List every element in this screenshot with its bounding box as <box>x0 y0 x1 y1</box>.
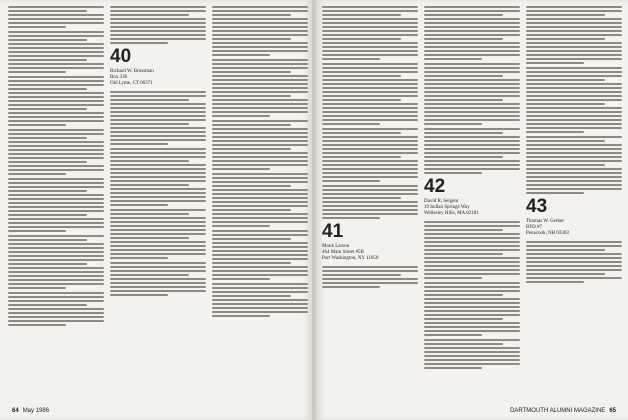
body-paragraph <box>424 6 520 60</box>
body-paragraph <box>526 136 622 194</box>
right-column-1 <box>322 6 418 291</box>
left-column-1 <box>8 6 104 329</box>
secretary-block <box>110 69 206 87</box>
body-paragraph <box>110 209 206 259</box>
body-paragraph <box>212 230 308 280</box>
secretary-city: Wellesley Hills, MA 02181 <box>424 211 479 216</box>
right-page-footer <box>510 408 620 415</box>
page-number: 65 <box>609 408 616 414</box>
secretary-name: Monk Larson <box>322 244 350 249</box>
secretary-city: Port Washington, NY 11050 <box>322 256 379 261</box>
body-paragraph <box>526 241 622 283</box>
class-number: 41 <box>322 221 344 242</box>
secretary-address: RFD #7 <box>526 225 542 230</box>
body-paragraph <box>526 6 622 64</box>
page-number: 64 <box>12 408 19 414</box>
body-paragraph <box>424 221 520 279</box>
secretary-address: Box 336 <box>110 75 128 80</box>
body-paragraph <box>110 91 206 145</box>
body-paragraph <box>110 262 206 296</box>
body-paragraph <box>424 282 520 336</box>
body-paragraph <box>8 178 104 232</box>
class-number: 42 <box>424 176 446 197</box>
body-paragraph <box>212 6 308 56</box>
body-paragraph <box>212 173 308 227</box>
body-paragraph <box>8 6 104 28</box>
body-paragraph <box>212 120 308 170</box>
body-paragraph <box>322 128 418 182</box>
body-paragraph <box>322 185 418 219</box>
body-paragraph <box>110 6 206 44</box>
body-paragraph <box>8 292 104 326</box>
left-page-footer <box>8 408 49 415</box>
body-paragraph <box>322 6 418 60</box>
magazine-title: DARTMOUTH ALUMNI MAGAZINE <box>510 408 606 414</box>
body-paragraph <box>322 266 418 288</box>
secretary-city: Penacook, NH 03303 <box>526 231 569 236</box>
secretary-block <box>424 199 520 217</box>
class-number: 43 <box>526 196 548 217</box>
secretary-city: Old Lyme, CT 06371 <box>110 81 153 86</box>
body-paragraph <box>8 31 104 73</box>
left-column-3 <box>212 6 308 320</box>
body-paragraph <box>110 148 206 206</box>
body-paragraph <box>8 235 104 289</box>
right-column-3 <box>526 6 622 286</box>
body-paragraph <box>212 59 308 117</box>
secretary-address: 464 Main Street #5B <box>322 250 364 255</box>
body-paragraph <box>8 129 104 175</box>
body-paragraph <box>8 76 104 126</box>
secretary-block <box>322 244 418 262</box>
secretary-block <box>526 219 622 237</box>
issue-date: May 1986 <box>22 408 50 414</box>
body-paragraph <box>424 63 520 125</box>
body-paragraph <box>212 283 308 317</box>
right-column-2 <box>424 6 520 372</box>
body-paragraph <box>424 128 520 174</box>
body-paragraph <box>322 63 418 125</box>
class-number: 40 <box>110 46 132 67</box>
secretary-name: Thomas W. Gerber <box>526 219 564 224</box>
left-column-2 <box>110 6 206 299</box>
body-paragraph <box>424 339 520 369</box>
left-page <box>0 0 312 420</box>
right-page <box>316 0 628 420</box>
secretary-address: 19 Indian Springs Way <box>424 205 470 210</box>
secretary-name: David R. Seigent <box>424 199 459 204</box>
body-paragraph <box>526 67 622 133</box>
secretary-name: Richard W. Brossman <box>110 69 154 74</box>
